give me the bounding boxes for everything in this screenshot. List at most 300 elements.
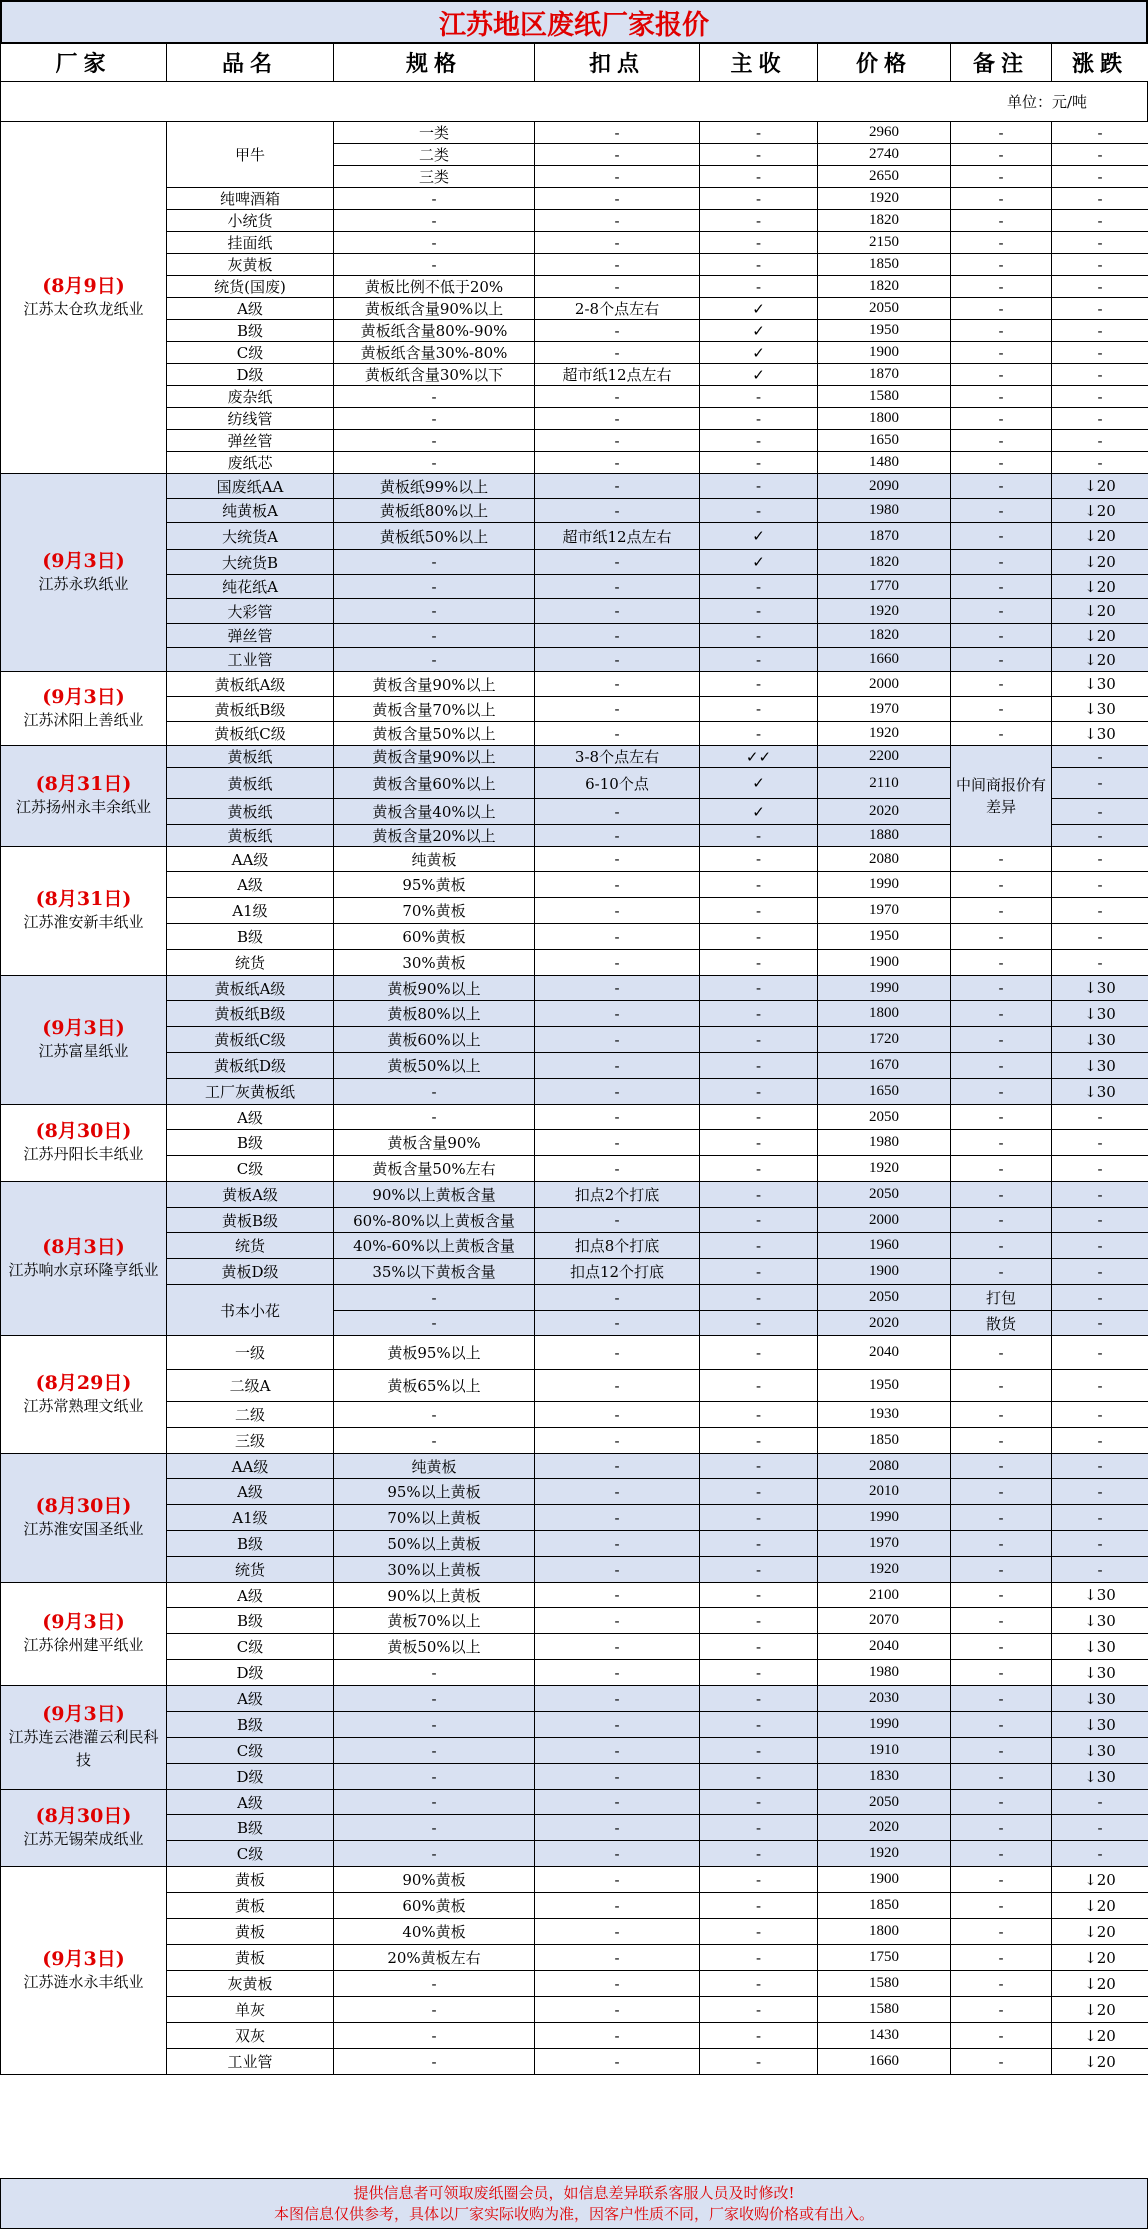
- factory-cell: [1, 746, 167, 847]
- factory-cell: [1, 672, 167, 746]
- table-row: [1, 1919, 1148, 1945]
- change-cell: -: [1052, 799, 1148, 825]
- spec-cell: 纯黄板: [334, 847, 535, 872]
- table-row: [1, 599, 1148, 624]
- header-change: 涨跌: [1052, 43, 1148, 82]
- spec-cell: -: [334, 1285, 535, 1311]
- main-cell: -: [700, 386, 818, 408]
- note-cell: -: [951, 697, 1052, 722]
- note-cell: -: [951, 1053, 1052, 1079]
- note-cell: -: [951, 1370, 1052, 1402]
- table-row: [1, 1428, 1148, 1454]
- table-row: [1, 210, 1148, 232]
- deduct-cell: -: [535, 1156, 700, 1182]
- product-cell: 工业管: [167, 2049, 334, 2075]
- note-cell: -: [951, 1233, 1052, 1259]
- table-row: [1, 452, 1148, 474]
- change-cell: ↓30: [1052, 1712, 1148, 1738]
- product-cell: 灰黄板: [167, 254, 334, 276]
- deduct-cell: -: [535, 1505, 700, 1531]
- change-cell: ↓30: [1052, 1738, 1148, 1764]
- note-cell: -: [951, 1971, 1052, 1997]
- note-cell: -: [951, 1479, 1052, 1505]
- spec-cell: 黄板含量60%以上: [334, 768, 535, 799]
- product-cell: 弹丝管: [167, 624, 334, 648]
- change-cell: -: [1052, 144, 1148, 166]
- deduct-cell: -: [535, 1105, 700, 1130]
- note-cell: -: [951, 898, 1052, 924]
- factory-date: (8月31日): [5, 773, 162, 796]
- main-cell: -: [700, 1428, 818, 1454]
- spec-cell: -: [334, 452, 535, 474]
- factory-cell: [1, 1790, 167, 1867]
- table-row: [1, 276, 1148, 298]
- product-cell: 二级A: [167, 1370, 334, 1402]
- deduct-cell: -: [535, 474, 700, 499]
- change-cell: -: [1052, 342, 1148, 364]
- change-cell: -: [1052, 1790, 1148, 1815]
- table-row: [1, 1945, 1148, 1971]
- main-cell: -: [700, 1233, 818, 1259]
- deduct-cell: -: [535, 950, 700, 976]
- product-cell: B级: [167, 1531, 334, 1557]
- deduct-cell: -: [535, 1686, 700, 1712]
- note-cell: -: [951, 166, 1052, 188]
- table-row: [1, 575, 1148, 599]
- price-cell: 1770: [818, 575, 951, 599]
- product-cell: A级: [167, 298, 334, 320]
- price-cell: 1990: [818, 872, 951, 898]
- product-cell: 工厂灰黄板纸: [167, 1079, 334, 1105]
- deduct-cell: -: [535, 122, 700, 144]
- table-row: [1, 254, 1148, 276]
- deduct-cell: -: [535, 1336, 700, 1370]
- main-cell: -: [700, 1557, 818, 1583]
- note-cell: 中间商报价有差异: [951, 746, 1052, 847]
- change-cell: ↓30: [1052, 1079, 1148, 1105]
- main-cell: ✓: [700, 523, 818, 550]
- table-row: [1, 320, 1148, 342]
- spec-cell: -: [334, 1738, 535, 1764]
- main-cell: -: [700, 1945, 818, 1971]
- spec-cell: -: [334, 1079, 535, 1105]
- change-cell: -: [1052, 1479, 1148, 1505]
- main-cell: -: [700, 1402, 818, 1428]
- change-cell: ↓20: [1052, 624, 1148, 648]
- factory-name: 江苏扬州永丰余纸业: [16, 798, 151, 816]
- main-cell: -: [700, 499, 818, 523]
- note-cell: -: [951, 254, 1052, 276]
- unit-row: [0, 81, 1148, 122]
- price-cell: 2040: [818, 1634, 951, 1660]
- change-cell: ↓30: [1052, 976, 1148, 1001]
- note-cell: -: [951, 1686, 1052, 1712]
- table-row: [1, 1997, 1148, 2023]
- note-cell: -: [951, 1130, 1052, 1156]
- main-cell: -: [700, 599, 818, 624]
- factory-name: 江苏响水京环隆亨纸业: [8, 1261, 158, 1279]
- price-cell: 2010: [818, 1479, 951, 1505]
- table-row: [1, 1686, 1148, 1712]
- product-cell: 纺线管: [167, 408, 334, 430]
- deduct-cell: -: [535, 1285, 700, 1311]
- main-cell: -: [700, 408, 818, 430]
- factory-date: (8月30日): [5, 1120, 162, 1143]
- spec-cell: 二类: [334, 144, 535, 166]
- table-row: [1, 523, 1148, 550]
- change-cell: ↓30: [1052, 722, 1148, 746]
- price-cell: 1870: [818, 364, 951, 386]
- deduct-cell: -: [535, 1130, 700, 1156]
- price-cell: 1900: [818, 342, 951, 364]
- product-cell: 黄板D级: [167, 1259, 334, 1285]
- product-cell: 二级: [167, 1402, 334, 1428]
- spec-cell: -: [334, 254, 535, 276]
- table-row: [1, 1841, 1148, 1867]
- title-bar: [0, 0, 1148, 44]
- note-cell: -: [951, 364, 1052, 386]
- main-cell: -: [700, 122, 818, 144]
- main-cell: ✓: [700, 768, 818, 799]
- note-cell: -: [951, 1259, 1052, 1285]
- spec-cell: -: [334, 550, 535, 575]
- change-cell: -: [1052, 1557, 1148, 1583]
- main-cell: -: [700, 1454, 818, 1479]
- change-cell: ↓20: [1052, 1945, 1148, 1971]
- factory-name: 江苏无锡荣成纸业: [23, 1830, 143, 1848]
- change-cell: -: [1052, 1505, 1148, 1531]
- price-cell: 1900: [818, 1867, 951, 1893]
- price-cell: 1830: [818, 1764, 951, 1790]
- factory-date: (8月3日): [5, 1236, 162, 1259]
- note-cell: -: [951, 872, 1052, 898]
- note-cell: -: [951, 2049, 1052, 2075]
- main-cell: ✓: [700, 550, 818, 575]
- main-cell: -: [700, 1370, 818, 1402]
- factory-name: 江苏徐州建平纸业: [23, 1636, 143, 1654]
- table-row: [1, 1285, 1148, 1311]
- main-cell: ✓: [700, 364, 818, 386]
- table-row: [1, 950, 1148, 976]
- table-row: [1, 1634, 1148, 1660]
- change-cell: ↓30: [1052, 1053, 1148, 1079]
- header-note: 备注: [951, 43, 1052, 82]
- deduct-cell: -: [535, 1660, 700, 1686]
- change-cell: -: [1052, 1841, 1148, 1867]
- price-cell: 2100: [818, 1583, 951, 1608]
- table-row: [1, 188, 1148, 210]
- change-cell: -: [1052, 898, 1148, 924]
- note-cell: -: [951, 1660, 1052, 1686]
- table-row: [1, 1583, 1148, 1608]
- spec-cell: 黄板含量40%以上: [334, 799, 535, 825]
- deduct-cell: -: [535, 722, 700, 746]
- factory-date: (9月3日): [5, 1017, 162, 1040]
- table-row: [1, 898, 1148, 924]
- price-cell: 1850: [818, 1428, 951, 1454]
- change-cell: -: [1052, 950, 1148, 976]
- price-cell: 1650: [818, 430, 951, 452]
- main-cell: -: [700, 976, 818, 1001]
- note-cell: -: [951, 924, 1052, 950]
- main-cell: -: [700, 1919, 818, 1945]
- change-cell: -: [1052, 1815, 1148, 1841]
- product-cell: 黄板纸: [167, 799, 334, 825]
- spec-cell: 95%黄板: [334, 872, 535, 898]
- table-row: [1, 1027, 1148, 1053]
- spec-cell: 黄板90%以上: [334, 976, 535, 1001]
- deduct-cell: -: [535, 799, 700, 825]
- factory-cell: [1, 1105, 167, 1182]
- note-cell: -: [951, 1505, 1052, 1531]
- deduct-cell: -: [535, 1945, 700, 1971]
- note-cell: -: [951, 1156, 1052, 1182]
- note-cell: -: [951, 1997, 1052, 2023]
- table-row: [1, 746, 1148, 768]
- factory-cell: [1, 122, 167, 474]
- spec-cell: 40%黄板: [334, 1919, 535, 1945]
- main-cell: -: [700, 1971, 818, 1997]
- main-cell: -: [700, 1660, 818, 1686]
- change-cell: ↓30: [1052, 1583, 1148, 1608]
- change-cell: ↓20: [1052, 550, 1148, 575]
- change-cell: ↓20: [1052, 499, 1148, 523]
- main-cell: -: [700, 1712, 818, 1738]
- deduct-cell: -: [535, 1712, 700, 1738]
- product-cell: 大彩管: [167, 599, 334, 624]
- deduct-cell: -: [535, 166, 700, 188]
- table-row: [1, 1130, 1148, 1156]
- header-spec: 规格: [334, 43, 535, 82]
- spec-cell: 35%以下黄板含量: [334, 1259, 535, 1285]
- product-cell: 工业管: [167, 648, 334, 672]
- product-cell: 统货: [167, 1233, 334, 1259]
- product-cell: B级: [167, 1712, 334, 1738]
- product-cell: A1级: [167, 898, 334, 924]
- factory-cell: [1, 1867, 167, 2075]
- main-cell: -: [700, 188, 818, 210]
- spec-cell: 70%黄板: [334, 898, 535, 924]
- table-row: [1, 1233, 1148, 1259]
- table-row: [1, 1079, 1148, 1105]
- price-cell: 2050: [818, 1790, 951, 1815]
- deduct-cell: -: [535, 1053, 700, 1079]
- price-cell: 1720: [818, 1027, 951, 1053]
- product-cell: A级: [167, 1583, 334, 1608]
- main-cell: -: [700, 1608, 818, 1634]
- main-cell: -: [700, 1815, 818, 1841]
- change-cell: -: [1052, 1130, 1148, 1156]
- product-cell: A级: [167, 872, 334, 898]
- price-cell: 1870: [818, 523, 951, 550]
- deduct-cell: -: [535, 320, 700, 342]
- main-cell: -: [700, 1336, 818, 1370]
- factory-cell: [1, 1336, 167, 1454]
- product-cell: C级: [167, 1634, 334, 1660]
- note-cell: -: [951, 188, 1052, 210]
- factory-date: (9月3日): [5, 550, 162, 573]
- deduct-cell: -: [535, 1867, 700, 1893]
- spec-cell: -: [334, 624, 535, 648]
- product-cell: A级: [167, 1479, 334, 1505]
- main-cell: -: [700, 624, 818, 648]
- price-cell: 1580: [818, 1971, 951, 1997]
- note-cell: -: [951, 1634, 1052, 1660]
- change-cell: -: [1052, 1156, 1148, 1182]
- spec-cell: 黄板纸80%以上: [334, 499, 535, 523]
- note-cell: -: [951, 1790, 1052, 1815]
- factory-date: (9月3日): [5, 1948, 162, 1971]
- price-cell: 1900: [818, 1259, 951, 1285]
- product-cell: 纯黄板A: [167, 499, 334, 523]
- change-cell: -: [1052, 768, 1148, 799]
- change-cell: -: [1052, 122, 1148, 144]
- spec-cell: 黄板80%以上: [334, 1001, 535, 1027]
- main-cell: -: [700, 1130, 818, 1156]
- deduct-cell: -: [535, 1583, 700, 1608]
- spec-cell: 黄板纸99%以上: [334, 474, 535, 499]
- deduct-cell: -: [535, 1634, 700, 1660]
- main-cell: ✓: [700, 342, 818, 364]
- deduct-cell: 超市纸12点左右: [535, 523, 700, 550]
- deduct-cell: -: [535, 1738, 700, 1764]
- spec-cell: -: [334, 1660, 535, 1686]
- main-cell: -: [700, 1893, 818, 1919]
- price-cell: 2650: [818, 166, 951, 188]
- price-cell: 2960: [818, 122, 951, 144]
- product-cell: D级: [167, 1660, 334, 1686]
- main-cell: -: [700, 697, 818, 722]
- product-cell: 废杂纸: [167, 386, 334, 408]
- note-cell: -: [951, 1841, 1052, 1867]
- spec-cell: 30%以上黄板: [334, 1557, 535, 1583]
- change-cell: ↓20: [1052, 1997, 1148, 2023]
- table-row: [1, 1505, 1148, 1531]
- spec-cell: 黄板纸50%以上: [334, 523, 535, 550]
- spec-cell: 纯黄板: [334, 1454, 535, 1479]
- price-cell: 1990: [818, 1505, 951, 1531]
- deduct-cell: -: [535, 276, 700, 298]
- table-row: [1, 624, 1148, 648]
- change-cell: ↓20: [1052, 1893, 1148, 1919]
- product-cell: 黄板: [167, 1867, 334, 1893]
- main-cell: -: [700, 1208, 818, 1233]
- spec-cell: -: [334, 1686, 535, 1712]
- product-cell: C级: [167, 1156, 334, 1182]
- spec-cell: 90%以上黄板含量: [334, 1182, 535, 1208]
- price-cell: 1650: [818, 1079, 951, 1105]
- price-cell: 1960: [818, 1233, 951, 1259]
- change-cell: ↓20: [1052, 474, 1148, 499]
- change-cell: -: [1052, 276, 1148, 298]
- deduct-cell: -: [535, 1402, 700, 1428]
- note-cell: -: [951, 386, 1052, 408]
- product-cell: B级: [167, 1815, 334, 1841]
- table-row: [1, 1454, 1148, 1479]
- deduct-cell: -: [535, 1479, 700, 1505]
- price-table: [0, 121, 1148, 2075]
- spec-cell: -: [334, 1997, 535, 2023]
- spec-cell: 黄板含量50%以上: [334, 722, 535, 746]
- price-cell: 1580: [818, 1997, 951, 2023]
- note-cell: -: [951, 672, 1052, 697]
- main-cell: -: [700, 1285, 818, 1311]
- product-cell: 黄板纸B级: [167, 697, 334, 722]
- note-cell: -: [951, 722, 1052, 746]
- note-cell: -: [951, 122, 1052, 144]
- factory-cell: [1, 1454, 167, 1583]
- table-row: [1, 1402, 1148, 1428]
- note-cell: -: [951, 1182, 1052, 1208]
- note-cell: -: [951, 599, 1052, 624]
- price-cell: 2070: [818, 1608, 951, 1634]
- main-cell: -: [700, 1156, 818, 1182]
- change-cell: -: [1052, 924, 1148, 950]
- footer-line-2: 本图信息仅供参考，具体以厂家实际收购为准，因客户性质不同，厂家收购价格或有出入。: [1, 2204, 1147, 2225]
- product-cell: 黄板纸A级: [167, 976, 334, 1001]
- note-cell: -: [951, 474, 1052, 499]
- note-cell: -: [951, 2023, 1052, 2049]
- product-cell: 挂面纸: [167, 232, 334, 254]
- product-cell: 黄板A级: [167, 1182, 334, 1208]
- deduct-cell: 扣点8个打底: [535, 1233, 700, 1259]
- deduct-cell: -: [535, 2023, 700, 2049]
- change-cell: -: [1052, 210, 1148, 232]
- note-cell: -: [951, 1027, 1052, 1053]
- deduct-cell: -: [535, 1919, 700, 1945]
- price-cell: 1920: [818, 188, 951, 210]
- main-cell: -: [700, 452, 818, 474]
- spec-cell: -: [334, 2049, 535, 2075]
- table-row: [1, 1370, 1148, 1402]
- product-cell: 一级: [167, 1336, 334, 1370]
- deduct-cell: -: [535, 847, 700, 872]
- price-cell: 2150: [818, 232, 951, 254]
- spec-cell: 黄板含量90%: [334, 1130, 535, 1156]
- spec-cell: 黄板含量90%以上: [334, 746, 535, 768]
- main-cell: -: [700, 276, 818, 298]
- main-cell: -: [700, 166, 818, 188]
- price-cell: 1430: [818, 2023, 951, 2049]
- spec-cell: 30%黄板: [334, 950, 535, 976]
- product-cell: 黄板: [167, 1919, 334, 1945]
- main-cell: -: [700, 1583, 818, 1608]
- price-cell: 1990: [818, 976, 951, 1001]
- note-cell: -: [951, 298, 1052, 320]
- deduct-cell: -: [535, 1001, 700, 1027]
- product-cell: B级: [167, 1130, 334, 1156]
- main-cell: ✓✓: [700, 746, 818, 768]
- main-cell: -: [700, 1182, 818, 1208]
- table-row: [1, 342, 1148, 364]
- table-row: [1, 697, 1148, 722]
- spec-cell: 70%以上黄板: [334, 1505, 535, 1531]
- main-cell: -: [700, 430, 818, 452]
- main-cell: -: [700, 950, 818, 976]
- note-cell: -: [951, 648, 1052, 672]
- spec-cell: 60%-80%以上黄板含量: [334, 1208, 535, 1233]
- price-cell: 1930: [818, 1402, 951, 1428]
- note-cell: 打包: [951, 1285, 1052, 1311]
- factory-name: 江苏涟水永丰纸业: [23, 1973, 143, 1991]
- product-cell: 灰黄板: [167, 1971, 334, 1997]
- note-cell: -: [951, 232, 1052, 254]
- price-cell: 1900: [818, 950, 951, 976]
- spec-cell: 黄板70%以上: [334, 1608, 535, 1634]
- product-cell: 黄板: [167, 1893, 334, 1919]
- factory-name: 江苏常熟理文纸业: [23, 1397, 143, 1415]
- table-row: [1, 872, 1148, 898]
